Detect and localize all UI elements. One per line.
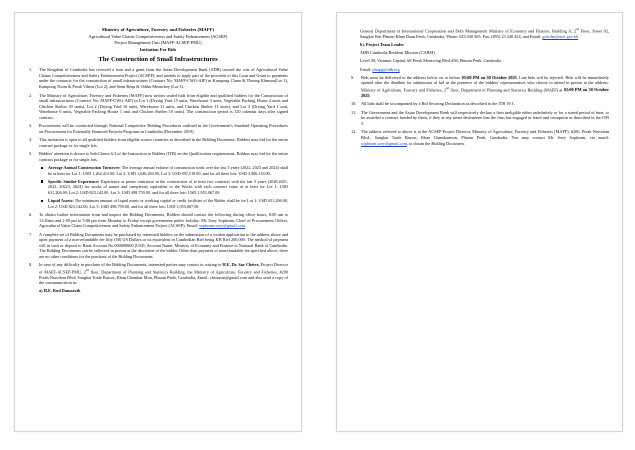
bullet-label: Average Annual Construction Turnover: (48, 165, 121, 171)
clause-text-mid2: floor, Department of Planning and Statistics Building, the Ministry of Agriculture, Forestry and Fisheries, #200 Preah Norodom Blvd, Sangkat Tonle Bassac, Khan Chamkar Mon, Phnom Penh, Cambodia, Email: (39, 269, 289, 280)
clause-item-10 (350, 101, 609, 107)
sub-item-name: H.E. Rud Damaroth (43, 288, 81, 294)
email-label: Email: (360, 66, 373, 72)
clause-number: 8. (29, 262, 33, 268)
document-header (28, 27, 288, 65)
bullet-text: The minimum amount of liquid assets or working capital or credit facilities of the Bidder shall be for Lot 1: USD 631,206.00, Lot 2: USD 823,142.00, Lot 3: USD 498,759.00, and for all three lots: USD 1,953,067.00. (48, 198, 289, 209)
clause-number: 2. (29, 92, 33, 98)
carm-email-link[interactable]: phnpg@adb.org (372, 66, 400, 72)
clause-text: Bidders' attention is drawn to Sub-Clause 6.3 of the Instruction to Bidders (ITB) on the Qualification requirements. Bidders may bid for the entire contract package or for single lots. (39, 151, 288, 163)
clause-item-4 (28, 137, 288, 148)
clause-number: 4. (29, 137, 33, 143)
bullet-item-turnover (39, 165, 288, 176)
square-bullet-icon (41, 200, 43, 202)
header-invitation-line: Invitation For Bids (139, 46, 177, 52)
carm-office-line: ADB Cambodia Resident Mission (CARM) (360, 50, 435, 56)
document-page-2[interactable] (336, 12, 623, 432)
clause-item-9 (350, 75, 609, 99)
clause-number: 5. (29, 151, 33, 157)
bullet-label: Specific Similar Experience: (48, 178, 100, 184)
bullet-label: Liquid Assets: (48, 198, 74, 204)
mef-address-paragraph (350, 27, 609, 40)
clause-item-12 (350, 129, 609, 146)
clause-item-11 (350, 110, 609, 127)
clause-text-after: and also send a copy of the communication to: (39, 274, 288, 286)
ordinal-suffix: nd (576, 27, 579, 31)
procurement-officer-email-link[interactable]: sopheam.soey@gmail.com (199, 223, 246, 229)
ordinal-suffix: nd (446, 85, 450, 90)
carm-address-line: Level 30, Vattanac Capital, 66 Preah Monivong Blvd #56, Phnom Penh, Cambodia. (360, 58, 503, 64)
acsep-contact-email-link[interactable]: sopheam.soey@gmail.com (361, 140, 407, 146)
clause-text: The Government and the Asian Development Bank will respectively declare a firm ineligible either indefinitely or for a stated period of time, to be awarded a contract funded by them, if they at any times determines that the firm has engaged in fraud and corruption as described in the ITB 3. (361, 109, 609, 126)
left-page-clause-list (28, 67, 288, 286)
project-team-leader-heading: b). Project Team Leader (360, 42, 405, 48)
clause-number: 6. (29, 212, 33, 218)
clause-number: 10. (351, 101, 357, 107)
bullet-text: Experience as prime contractor in the construction of at least two contracts with the last 5 years (2020,2021, 2022, 20223, 2024) for works of nature and complexity equivalent to the Works with each contract value of at least for Lot 1: USD 631,206.00, Lot 2: USD 823,142.00, Lot 3: USD 498,759.00, and for all three lots: USD 1,953,067.00. (48, 178, 288, 195)
clause-number: 1. (29, 67, 33, 73)
right-page-clause-list (350, 75, 609, 146)
bid-opening-datetime: 02:00 PM on 30 October 2025 (361, 87, 609, 98)
page-1-content (15, 13, 301, 431)
sub-item-a (28, 288, 288, 294)
qualification-bullet-list (39, 165, 288, 209)
clause-item-5 (28, 151, 288, 209)
clause-item-7 (28, 232, 288, 260)
clause-item-1 (28, 67, 288, 89)
carm-email-line (350, 67, 609, 73)
bullet-item-experience (39, 179, 288, 196)
clause-text-mid: , Project Director of MAFF-ACSEP-PMU, 2 (39, 262, 289, 275)
clause-number: 9. (351, 74, 355, 80)
clause-text-after: , to obtain the Bidding Document. (406, 140, 465, 146)
clause-text-mid: . Late bids will be rejected. Bids will be immediately opened after the deadline for submission of bid in the presence of the bidders' representatives who choose to attend in person at the address: Ministry of Agriculture, Forestry and Fisheries, 2 (361, 74, 610, 93)
clause-text: In case of any difficulty in purchase of the Bidding Documents, interested parties may contact in writing to (39, 262, 223, 268)
clause-number: 11. (351, 109, 357, 115)
gdicdm-email-link[interactable]: gdicdm@mef.gov.kh (542, 33, 579, 39)
ordinal-suffix: nd (85, 267, 89, 272)
clause-text-after: . (369, 92, 371, 98)
clause-text: The Ministry of Agriculture, Forestry and Fisheries (MAFF) now invites sealed bids from eligible and qualified bidders for the Construction of small infrastructures (Contract No: MAFF-CWG-AIF) in Lot 1 (Drying Yard 15 units, Warehouse 3 units, Vegetable Packing House 2 units and Chicken Shelter 39 units), Lot 2 (Drying Yard 10 units, Warehouse 11 units, and Chicken Shelter 11 units), and Lot 3 (Drying Yard 1 unit, Warehouse 6 units, Vegetable Packing House 1 unit and Chicken Shelter 10 units). The construction period is 120 calendar days after signed contract. (39, 92, 288, 120)
clause-number: 12. (351, 129, 357, 135)
mef-address-text: General Department of International Cooperation and Debt Management Ministry of Economy and Finance, Building A, 2 (360, 28, 577, 34)
clause-item-3 (28, 123, 288, 134)
clause-text: This invitation is open to all qualified bidders from eligible source countries as described in the Bidding Document. Bidders may bid for the entire contract package or for single lots. (39, 137, 288, 148)
clause-item-8 (28, 262, 288, 286)
bid-deadline-datetime: 05:00 PM on 30 October 2025 (461, 74, 517, 80)
clause-text: All bids shall be accompanied by a Bid Securing Declaration as described in the ITB 19.1. (361, 101, 515, 107)
square-bullet-icon (41, 180, 43, 182)
clause-text: The address referred to above is at the ACSEP Project Director, Ministry of Agriculture, Forestry and Fisheries (MAFF), #200, Preah Norodom Blvd., Sangkat Tonle Bassac, Khan Chamkarmon, Phnom Penh, Cambodia. You may contact Mr. Soey Sopheam, via email: (361, 129, 609, 140)
document-page-1[interactable] (14, 12, 302, 432)
header-ministry-line: Ministry of Agriculture, Forestry and Fisheries (MAFF) (101, 27, 215, 32)
clause-item-2 (28, 93, 288, 121)
clause-text: Bids must be delivered to the address below on or before (361, 74, 462, 80)
project-director-name: H.E. Dr. Sar Chetra (222, 262, 259, 268)
mef-address-text-mid: Floor, Street 92, Sangkat Wat Phnom Khan Daun Penh, Cambodia. Phone: 023 430 565, Fax: (855) 23 240 424, and Email: (360, 28, 609, 39)
square-bullet-icon (41, 167, 43, 169)
director-email[interactable]: chetrasar@gmail.com (209, 274, 248, 280)
clause-number: 7. (29, 231, 33, 237)
page-2-content (337, 13, 622, 431)
clause-text: The Kingdom of Cambodia has received a loan and a grant from the Asian Development Bank (ADB) toward the cost of Agricultural Value Chains Competitiveness and Safety Enhancement Project (ACSEP), and intends to apply part of the proceeds of this Loan and Grant to payments under the contracts for the construction of small infrastructures (Contract No: MAFF-CWG-AIF) in Kampong Cham & Theong Khmum(Lot 1), Kampong Thom & Preah Vihear (Lot 2), and Siem Reap & Oddar Meanchey (Lot 3). (39, 67, 288, 90)
clause-item-6 (28, 212, 288, 229)
clause-text-mid2: floor, Department of Planning and Statistics Building (MAFF) at (449, 87, 564, 93)
header-unit-line: Project Management Unit (MAFF-ACSEP-PMU) (114, 40, 202, 46)
clause-text: Procurement will be conducted through National Competitive Bidding Procedures outlined in the Government's Standard Operating Procedures on Procurement for Externally Financed Projects/Programs in Cambodia (December 2019). (39, 123, 288, 134)
clause-number: 3. (29, 123, 33, 129)
sub-item-label: a) (39, 288, 43, 294)
clause-text: A complete set of Bidding Documents may be purchased by interested bidders on the submission of a written application to the address above and upon payment of a non-refundable fee fifty (50) US Dollars or its equivalent in Cambodian Riel being KH Riel 200,000. The method of payment will in cash or deposit to Bank Account No.000000000 (USD, Account Name: Ministry of Economy and Finance at National Bank of Cambodia. The Bidding Documents can be collected in person at the discretion of the bidder. Other than payment of nonrefundable fee specified above, there are no other conditions for the purchase of the Bidding Documents. (39, 231, 288, 259)
document-title: The Construction of Small Infrastructures (98, 56, 218, 64)
bullet-item-liquid-assets (39, 198, 288, 209)
header-project-line: Agricultural Value Chains Competitiveness and Safety Enhancement (ACSEP) (88, 33, 228, 39)
bullet-text: The average annual volume of construction work over the last 3 years (2022, 2023 and 2024) shall be at least for Lot 1: USD 1,262,412.00, Lot 2: USD 1,646,284.00, Lot 3: USD 997,518.00, and for all three lots: USD 3,906,116.00. (48, 165, 288, 176)
clause-text: To obtain further information from and inspect the Bidding Documents, Bidders should contact the following during office hours, 8:00 am to 11:30am and 2:00 pm to 5:00 pm from Monday to Friday except government public holiday: Mr. Soey Sopheam, Chief of Procurement Officer, Agricultural Value Chain Competitiveness and Safety Enhancement Project (ACSEP), Email: (39, 212, 288, 229)
